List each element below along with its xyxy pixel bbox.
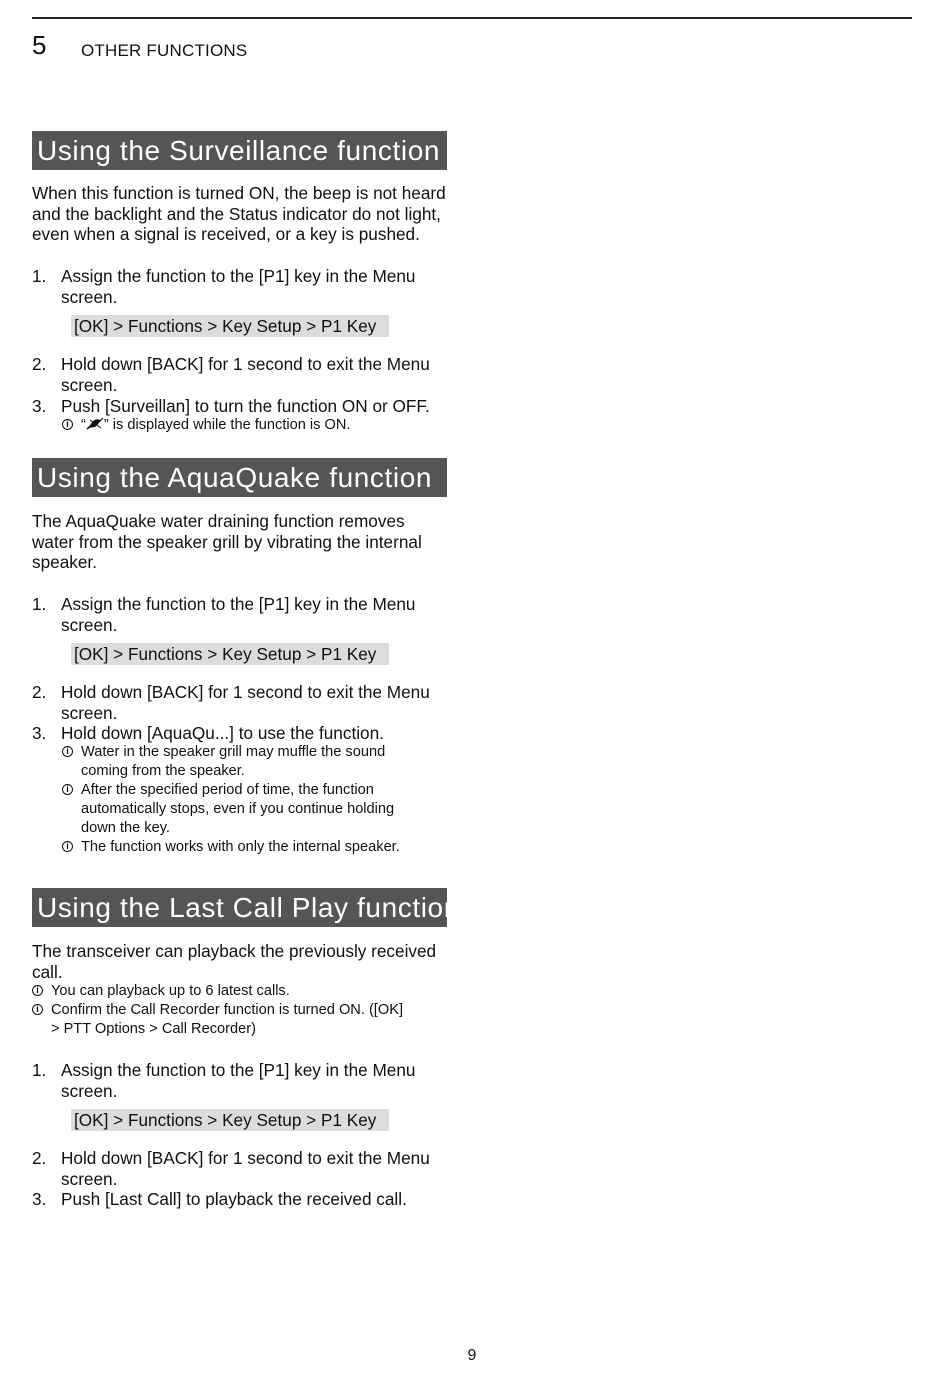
step-number: 3. (32, 723, 47, 743)
step-number: 3. (32, 396, 47, 416)
aquaquake-step-1 (32, 594, 452, 635)
surveillance-step-1 (32, 266, 452, 307)
step-number: 3. (32, 1189, 47, 1209)
info-icon: i (32, 985, 43, 996)
info-icon: i (62, 746, 73, 757)
step-text: Push [Last Call] to playback the received call. (61, 1189, 407, 1209)
step-text: Assign the function to the [P1] key in the Menu screen. (61, 266, 416, 307)
note-text: Water in the speaker grill may muffle the sound coming from the speaker. (81, 744, 386, 779)
note-text: The function works with only the internal speaker. (81, 839, 400, 855)
step-number: 1. (32, 1060, 47, 1080)
note-text: You can playback up to 6 latest calls. (51, 983, 290, 999)
chapter-title: OTHER FUNCTIONS (81, 41, 248, 60)
aquaquake-step-2 (32, 682, 452, 723)
chapter-number: 5 (32, 30, 47, 60)
step-number: 2. (32, 682, 47, 702)
surveillance-intro: When this function is turned ON, the beep is not heard and the backlight and the Status indicator do not light, even when a signal is received, or a key is pushed. (32, 183, 446, 245)
note-text: Confirm the Call Recorder function is turned ON. ([OK] > PTT Options > Call Recorder) (51, 1002, 404, 1037)
note-text: After the specified period of time, the function automatically stops, even if you continue holding down the key. (81, 782, 395, 836)
step-number: 2. (32, 354, 47, 374)
lastcall-note-1 (32, 982, 452, 1001)
step-number: 1. (32, 594, 47, 614)
aquaquake-note-3 (62, 838, 452, 857)
aquaquake-intro: The AquaQuake water draining function removes water from the speaker grill by vibrating the internal speaker. (32, 511, 422, 573)
surveillance-step-3 (32, 396, 452, 417)
step-text: Hold down [BACK] for 1 second to exit the Menu screen. (61, 682, 430, 723)
lastcall-note-2 (32, 1001, 412, 1039)
section-title-aquaquake: Using the AquaQuake function (32, 458, 447, 497)
step-text: Push [Surveillan] to turn the function ON or OFF. (61, 396, 430, 416)
step-text: Hold down [AquaQu...] to use the function. (61, 723, 384, 743)
surveillance-note (62, 416, 452, 435)
lastcall-menu-path: [OK] > Functions > Key Setup > P1 Key (71, 1109, 389, 1131)
section-title-surveillance: Using the Surveillance function (32, 131, 447, 170)
step-number: 2. (32, 1148, 47, 1168)
lastcall-step-1 (32, 1060, 452, 1101)
aquaquake-note-1 (62, 743, 422, 781)
step-number: 1. (32, 266, 47, 286)
lastcall-step-2 (32, 1148, 452, 1189)
note-text: “ ” is displayed while the function is ON. (81, 417, 351, 433)
aquaquake-menu-path: [OK] > Functions > Key Setup > P1 Key (71, 643, 389, 665)
step-text: Hold down [BACK] for 1 second to exit the Menu screen. (61, 354, 430, 395)
info-icon: i (62, 784, 73, 795)
step-text: Assign the function to the [P1] key in the Menu screen. (61, 594, 416, 635)
section-title-lastcall: Using the Last Call Play function (32, 888, 447, 927)
satellite-dish-icon (86, 417, 104, 430)
step-text: Assign the function to the [P1] key in the Menu screen. (61, 1060, 416, 1101)
info-icon: i (62, 841, 73, 852)
info-icon: i (32, 1004, 43, 1015)
step-text: Hold down [BACK] for 1 second to exit the Menu screen. (61, 1148, 430, 1189)
info-icon: i (62, 419, 73, 430)
lastcall-intro: The transceiver can playback the previously received call. (32, 941, 437, 982)
surveillance-step-2 (32, 354, 452, 395)
aquaquake-step-3 (32, 723, 452, 744)
aquaquake-note-2 (62, 781, 432, 838)
lastcall-step-3 (32, 1189, 452, 1210)
header-rule (32, 17, 912, 19)
surveillance-menu-path: [OK] > Functions > Key Setup > P1 Key (71, 315, 389, 337)
page-number: 9 (467, 1347, 477, 1364)
